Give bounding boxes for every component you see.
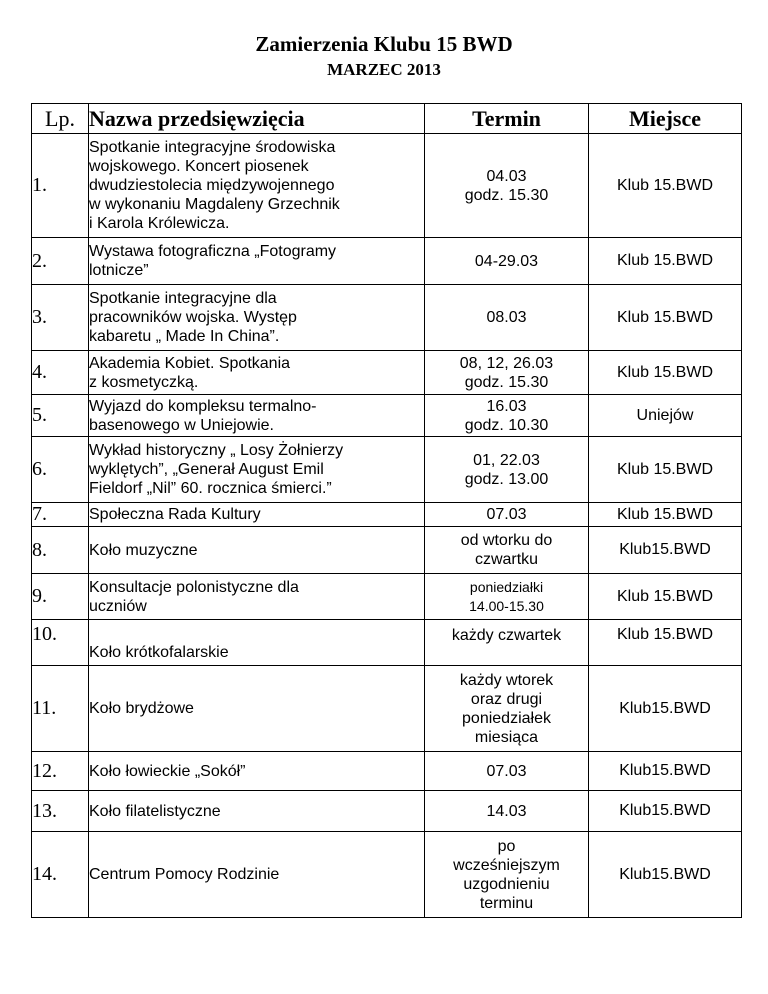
event-date: 04.03 godz. 15.30 [425,134,589,238]
event-date: 14.03 [425,791,589,832]
table-row [32,238,742,285]
event-date: poniedziałki 14.00-15.30 [425,574,589,620]
table-row [32,351,742,395]
event-place: Klub15.BWD [589,752,742,791]
table-row [32,134,742,238]
event-date: 08, 12, 26.03 godz. 15.30 [425,351,589,395]
page-subtitle: MARZEC 2013 [327,60,441,79]
event-name: Spotkanie integracyjne środowiska wojskowego. Koncert piosenek dwudziestolecia międzywojennego w wykonaniu Magdaleny Grzechnik i Karola Królewicza. [89,134,425,238]
event-name: Konsultacje polonistyczne dla uczniów [89,574,425,620]
event-name: Społeczna Rada Kultury [89,503,425,527]
event-place: Klub 15.BWD [589,437,742,503]
table-header-row [32,104,742,134]
event-place: Klub 15.BWD [589,574,742,620]
event-place: Klub 15.BWD [589,238,742,285]
table-row [32,574,742,620]
row-number: 12. [32,752,89,791]
column-header-lp: Lp. [32,104,89,134]
event-date: każdy wtorek oraz drugi poniedziałek miesiąca [425,666,589,752]
events-table [31,103,742,918]
row-number: 14. [32,832,89,918]
event-place: Klub 15.BWD [589,134,742,238]
row-number: 6. [32,437,89,503]
event-name: Akademia Kobiet. Spotkania z kosmetyczką. [89,351,425,395]
event-name: Koło brydżowe [89,666,425,752]
row-number: 5. [32,395,89,437]
event-date: 07.03 [425,752,589,791]
row-number: 11. [32,666,89,752]
row-number: 3. [32,285,89,351]
event-date: od wtorku do czwartku [425,527,589,574]
event-name: Wykład historyczny „ Losy Żołnierzy wyklętych”, „Generał August Emil Fieldorf „Nil” 60. rocznica śmierci.” [89,437,425,503]
event-name: Koło łowieckie „Sokół” [89,752,425,791]
table-row [32,832,742,918]
row-number: 1. [32,134,89,238]
event-place: Klub 15.BWD [589,351,742,395]
table-row [32,395,742,437]
table-row [32,791,742,832]
event-name: Koło filatelistyczne [89,791,425,832]
event-place: Klub15.BWD [589,666,742,752]
event-name: Wyjazd do kompleksu termalno- basenowego w Uniejowie. [89,395,425,437]
event-date: po wcześniejszym uzgodnieniu terminu [425,832,589,918]
table-row [32,527,742,574]
row-number: 4. [32,351,89,395]
event-date: 16.03 godz. 10.30 [425,395,589,437]
row-number: 2. [32,238,89,285]
event-place: Klub15.BWD [589,832,742,918]
row-number: 8. [32,527,89,574]
event-place: Klub15.BWD [589,527,742,574]
event-name: Centrum Pomocy Rodzinie [89,832,425,918]
row-number: 13. [32,791,89,832]
table-row [32,503,742,527]
page-title: Zamierzenia Klubu 15 BWD [255,32,513,56]
event-place: Uniejów [589,395,742,437]
event-place: Klub 15.BWD [589,503,742,527]
event-place: Klub 15.BWD [589,620,742,666]
table-row [32,752,742,791]
row-number: 7. [32,503,89,527]
event-name: Koło muzyczne [89,527,425,574]
table-row [32,285,742,351]
event-date: 07.03 [425,503,589,527]
row-number: 10. [32,620,89,666]
column-header-miejsce: Miejsce [589,104,742,134]
event-place: Klub15.BWD [589,791,742,832]
column-header-nazwa: Nazwa przedsięwzięcia [89,104,425,134]
event-date: każdy czwartek [425,620,589,666]
table-row [32,620,742,666]
event-date: 08.03 [425,285,589,351]
table-row [32,666,742,752]
row-number: 9. [32,574,89,620]
event-place: Klub 15.BWD [589,285,742,351]
event-date: 04-29.03 [425,238,589,285]
event-name: Spotkanie integracyjne dla pracowników wojska. Występ kabaretu „ Made In China”. [89,285,425,351]
column-header-termin: Termin [425,104,589,134]
table-row [32,437,742,503]
event-date: 01, 22.03 godz. 13.00 [425,437,589,503]
event-name: Wystawa fotograficzna „Fotogramy lotnicze” [89,238,425,285]
event-name: Koło krótkofalarskie [89,620,425,666]
